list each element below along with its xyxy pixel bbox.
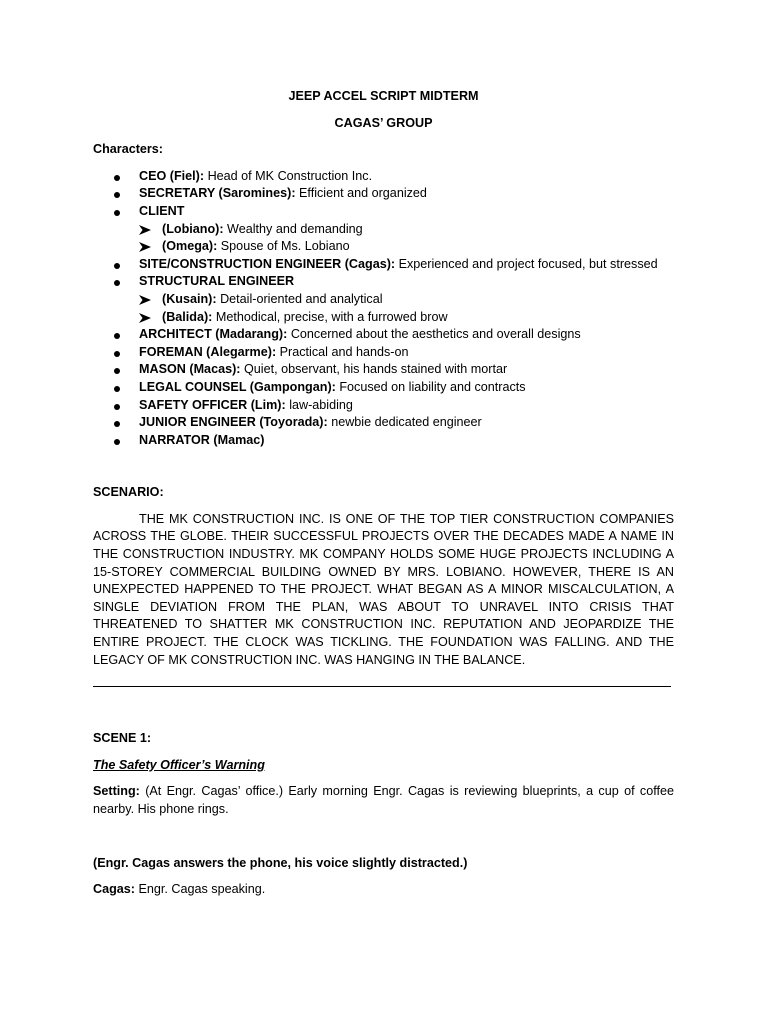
character-role: SAFETY OFFICER (Lim): (139, 397, 286, 412)
bullet-icon (114, 210, 120, 216)
character-item (93, 326, 674, 344)
character-role: NARRATOR (Mamac) (139, 432, 265, 447)
bullet-icon (114, 263, 120, 269)
bullet-icon (114, 404, 120, 410)
arrow-bullet-icon (139, 242, 151, 252)
character-subitem (139, 291, 674, 309)
character-description: Experienced and project focused, but stressed (395, 256, 658, 271)
dialogue-line (93, 881, 674, 899)
setting-text: (At Engr. Cagas’ office.) Early morning Engr. Cagas is reviewing blueprints, a cup of coffee nearby. His phone rings. (93, 784, 674, 816)
character-description: Head of MK Construction Inc. (204, 168, 373, 183)
scenario-heading: SCENARIO: (93, 485, 164, 500)
character-role: (Balida): (162, 309, 213, 324)
document-page (93, 88, 674, 899)
characters-list (93, 168, 674, 450)
character-item (93, 397, 674, 415)
character-item (93, 344, 674, 362)
character-description: Detail-oriented and analytical (216, 291, 383, 306)
character-sublist (139, 221, 674, 256)
character-role: FOREMAN (Alegarme): (139, 344, 277, 359)
setting-label: Setting: (93, 784, 140, 799)
character-item (93, 273, 674, 326)
scene-heading: SCENE 1: (93, 731, 152, 746)
character-item (93, 379, 674, 397)
character-description: Practical and hands-on (276, 344, 409, 359)
character-role: CLIENT (139, 203, 185, 218)
bullet-icon (114, 280, 120, 286)
character-role: (Kusain): (162, 291, 217, 306)
bullet-icon (114, 175, 120, 181)
bullet-icon (114, 192, 120, 198)
character-description: Efficient and organized (295, 186, 427, 201)
character-description: Focused on liability and contracts (335, 379, 526, 394)
character-role: ARCHITECT (Madarang): (139, 327, 288, 342)
character-description: Spouse of Ms. Lobiano (217, 239, 350, 254)
bullet-icon (114, 439, 120, 445)
bullet-icon (114, 386, 120, 392)
bullet-icon (114, 333, 120, 339)
bullet-icon (114, 351, 120, 357)
character-description: newbie dedicated engineer (327, 415, 482, 430)
bullet-icon (114, 368, 120, 374)
group-name: CAGAS’ GROUP (334, 115, 433, 130)
scene-subtitle: The Safety Officer’s Warning (93, 757, 265, 772)
character-item (93, 256, 674, 274)
character-role: STRUCTURAL ENGINEER (139, 274, 295, 289)
dialogue-text: Engr. Cagas speaking. (135, 882, 266, 897)
character-subitem (139, 221, 674, 239)
character-description: Methodical, precise, with a furrowed brow (212, 309, 448, 324)
character-role: (Lobiano): (162, 221, 224, 236)
character-description: Wealthy and demanding (223, 221, 363, 236)
character-role: CEO (Fiel): (139, 168, 205, 183)
arrow-bullet-icon (139, 225, 151, 235)
section-divider (93, 686, 671, 687)
setting-paragraph (93, 783, 674, 818)
arrow-bullet-icon (139, 295, 151, 305)
characters-heading: Characters: (93, 142, 163, 157)
bullet-icon (114, 421, 120, 427)
scenario-paragraph: THE MK CONSTRUCTION INC. IS ONE OF THE TOP TIER CONSTRUCTION COMPANIES ACROSS THE GLOBE. THEIR SUCCESSFUL PROJECTS OVER THE DECADES MADE A NAME IN THE CONSTRUCTION INDUSTRY. MK COMPANY HOLDS SOME HUGE PROJECTS INCLUDING A 15-STOREY COMMERCIAL BUILDING OWNED BY MRS. LOBIANO. HOWEVER, THERE IS AN UNEXPECTED HAPPENED TO THE PROJECT. WHAT BEGAN AS A MINOR MISCALCULATION, A SINGLE DEVIATION FROM THE PLAN, WAS ABOUT TO UNRAVEL INTO CRISIS THAT THREATENED TO SHATTER MK CONSTRUCTION INC. REPUTATION AND JEOPARDIZE THE ENTIRE PROJECT. THE CLOCK WAS TICKLING. THE FOUNDATION WAS FALLING. AND THE LEGACY OF MK CONSTRUCTION INC. WAS HANGING IN THE BALANCE. (93, 511, 674, 667)
character-role: (Omega): (162, 239, 218, 254)
character-role: MASON (Macas): (139, 362, 241, 377)
character-item (93, 361, 674, 379)
character-role: LEGAL COUNSEL (Gampongan): (139, 379, 336, 394)
arrow-bullet-icon (139, 313, 151, 323)
character-role: SITE/CONSTRUCTION ENGINEER (Cagas): (139, 256, 396, 271)
character-item (93, 203, 674, 256)
character-subitem (139, 309, 674, 327)
character-item (93, 432, 674, 450)
dialogue-speaker: Cagas: (93, 882, 135, 897)
character-role: SECRETARY (Saromines): (139, 186, 296, 201)
document-title: JEEP ACCEL SCRIPT MIDTERM (288, 89, 479, 103)
character-role: JUNIOR ENGINEER (Toyorada): (139, 415, 328, 430)
character-description: Concerned about the aesthetics and overall designs (287, 327, 581, 342)
character-item (93, 168, 674, 186)
stage-direction: (Engr. Cagas answers the phone, his voice slightly distracted.) (93, 855, 468, 870)
character-description: Quiet, observant, his hands stained with mortar (240, 362, 508, 377)
character-sublist (139, 291, 674, 326)
character-item (93, 414, 674, 432)
character-subitem (139, 238, 674, 256)
character-description: law-abiding (285, 397, 353, 412)
character-item (93, 185, 674, 203)
